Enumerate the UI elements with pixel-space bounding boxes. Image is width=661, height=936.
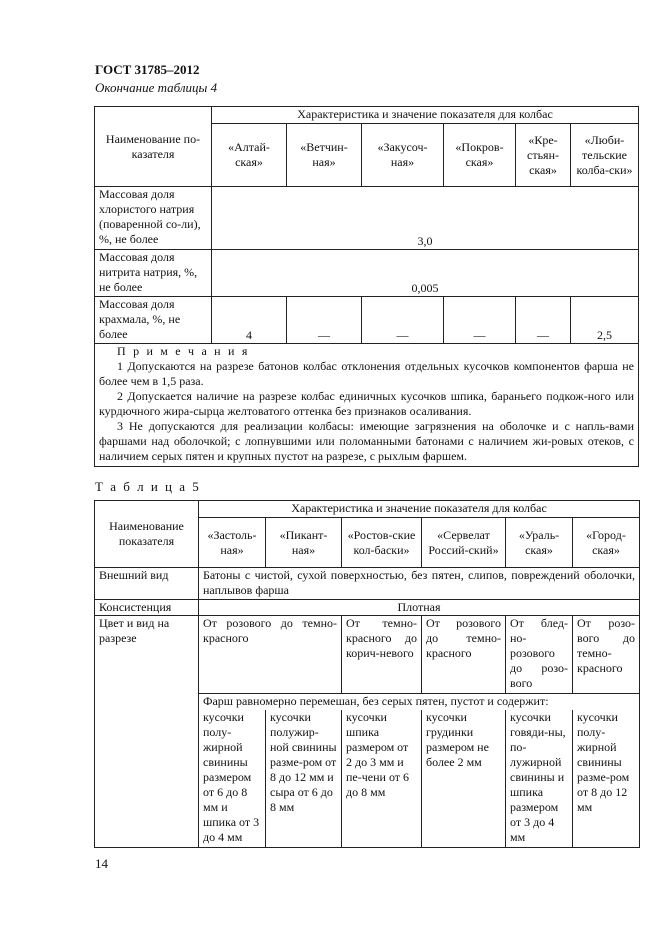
t4-cell: — bbox=[287, 297, 362, 344]
table-5-caption: Т а б л и ц а 5 bbox=[95, 479, 201, 494]
note-item: 3 Не допускаются для реализации колбасы: имеющие загрязнения на оболочке и с напль-вами фаршами над оболочкой; с лопнувшими или поломанными батонами с наличием жи-ровых отеков, с наличием серых пятен и крупных пустот на разрезе, с рыхлым фаршем. bbox=[99, 419, 634, 463]
t4-row-value: 3,0 bbox=[212, 187, 639, 250]
t5-col-header: «Ураль-ская» bbox=[506, 518, 573, 568]
t5-row-name: Цвет и вид на разрезе bbox=[95, 616, 199, 848]
t5-row-value: Плотная bbox=[199, 600, 640, 616]
t5-color-cell: От розового до темно-красного bbox=[422, 616, 506, 694]
table-5 bbox=[94, 500, 640, 848]
t4-col-header: «Люби-тельские колба-ски» bbox=[571, 124, 639, 187]
t4-col-header: «Ветчин-ная» bbox=[287, 124, 362, 187]
t5-color-cell: От блед-но-розового до розо-вого bbox=[506, 616, 573, 694]
t5-row-value: Батоны с чистой, сухой поверхностью, без пятен, слипов, повреждений оболочки, наплывов фарша bbox=[199, 568, 640, 600]
t4-name-header: Наименование по-казателя bbox=[95, 107, 212, 187]
t4-cell: 4 bbox=[212, 297, 287, 344]
note-item: 1 Допускаются на разрезе батонов колбас отклонения отдельных кусочков компонентов фарша не более чем в 1,5 раза. bbox=[99, 359, 634, 388]
t5-mince-cell: кусочки полужир-ной свинины разме-ром от 8 до 12 мм и сыра от 6 до 8 мм bbox=[266, 710, 342, 848]
t5-col-header: «Сервелат Россий-ский» bbox=[422, 518, 506, 568]
t5-name-header: Наименование показателя bbox=[95, 501, 199, 568]
t5-col-header: «Застоль-ная» bbox=[199, 518, 266, 568]
t5-row-name: Консистенция bbox=[95, 600, 199, 616]
note-item: 2 Допускается наличие на разрезе колбас единичных кусочков шпика, бараньего подкож-ного или курдючного жира-сырца желтоватого оттенка без признаков осаливания. bbox=[99, 389, 634, 418]
t4-group-header: Характеристика и значение показателя для колбас bbox=[212, 107, 639, 124]
t4-row-value: 0,005 bbox=[212, 250, 639, 297]
t5-col-header: «Ростов-ские кол-баски» bbox=[342, 518, 422, 568]
notes-title: П р и м е ч а н и я bbox=[117, 344, 250, 358]
t5-mince-cell: кусочки грудинки размером не более 2 мм bbox=[422, 710, 506, 848]
t4-col-header: «Закусоч-ная» bbox=[362, 124, 444, 187]
t4-col-header: «Покров-ская» bbox=[444, 124, 516, 187]
t4-cell: 2,5 bbox=[571, 297, 639, 344]
t4-row-name: Массовая доля нитрита натрия, %, не более bbox=[95, 250, 212, 297]
t5-col-header: «Пикант-ная» bbox=[266, 518, 342, 568]
document-header: ГОСТ 31785–2012 bbox=[95, 62, 200, 77]
t5-mince-intro: Фарш равномерно перемешан, без серых пятен, пустот и содержит: bbox=[199, 694, 640, 710]
t5-mince-cell: кусочки полу-жирной свинины разме-ром от 8 до 12 мм bbox=[573, 710, 640, 848]
t4-row-name: Массовая доля крахмала, %, не более bbox=[95, 297, 212, 344]
t5-col-header: «Город-ская» bbox=[573, 518, 640, 568]
t5-group-header: Характеристика и значение показателя для колбас bbox=[199, 501, 640, 518]
table-continuation-caption: Окончание таблицы 4 bbox=[95, 80, 218, 95]
t5-row-name: Внешний вид bbox=[95, 568, 199, 600]
t4-col-header: «Кре-стьян-ская» bbox=[516, 124, 571, 187]
t5-color-cell: От розового до темно-красного bbox=[199, 616, 342, 694]
t5-mince-cell: кусочки говяди-ны, по-лужирной свинины и шпика размером от 3 до 4 мм bbox=[506, 710, 573, 848]
t4-col-header: «Алтай-ская» bbox=[212, 124, 287, 187]
t4-row-name: Массовая доля хлористого натрия (поваренной со-ли), %, не более bbox=[95, 187, 212, 250]
page-number: 14 bbox=[95, 856, 108, 871]
t5-color-cell: От розо-вого до темно-красного bbox=[573, 616, 640, 694]
t4-notes bbox=[95, 344, 639, 467]
table-4 bbox=[94, 106, 639, 467]
t5-mince-cell: кусочки полу-жирной свинины размером от 6 до 8 мм и шпика от 3 до 4 мм bbox=[199, 710, 266, 848]
t4-cell: — bbox=[362, 297, 444, 344]
t5-color-cell: От темно-красного до корич-невого bbox=[342, 616, 422, 694]
t4-cell: — bbox=[444, 297, 516, 344]
t5-mince-cell: кусочки шпика размером от 2 до 3 мм и пе-чени от 6 до 8 мм bbox=[342, 710, 422, 848]
t4-cell: — bbox=[516, 297, 571, 344]
